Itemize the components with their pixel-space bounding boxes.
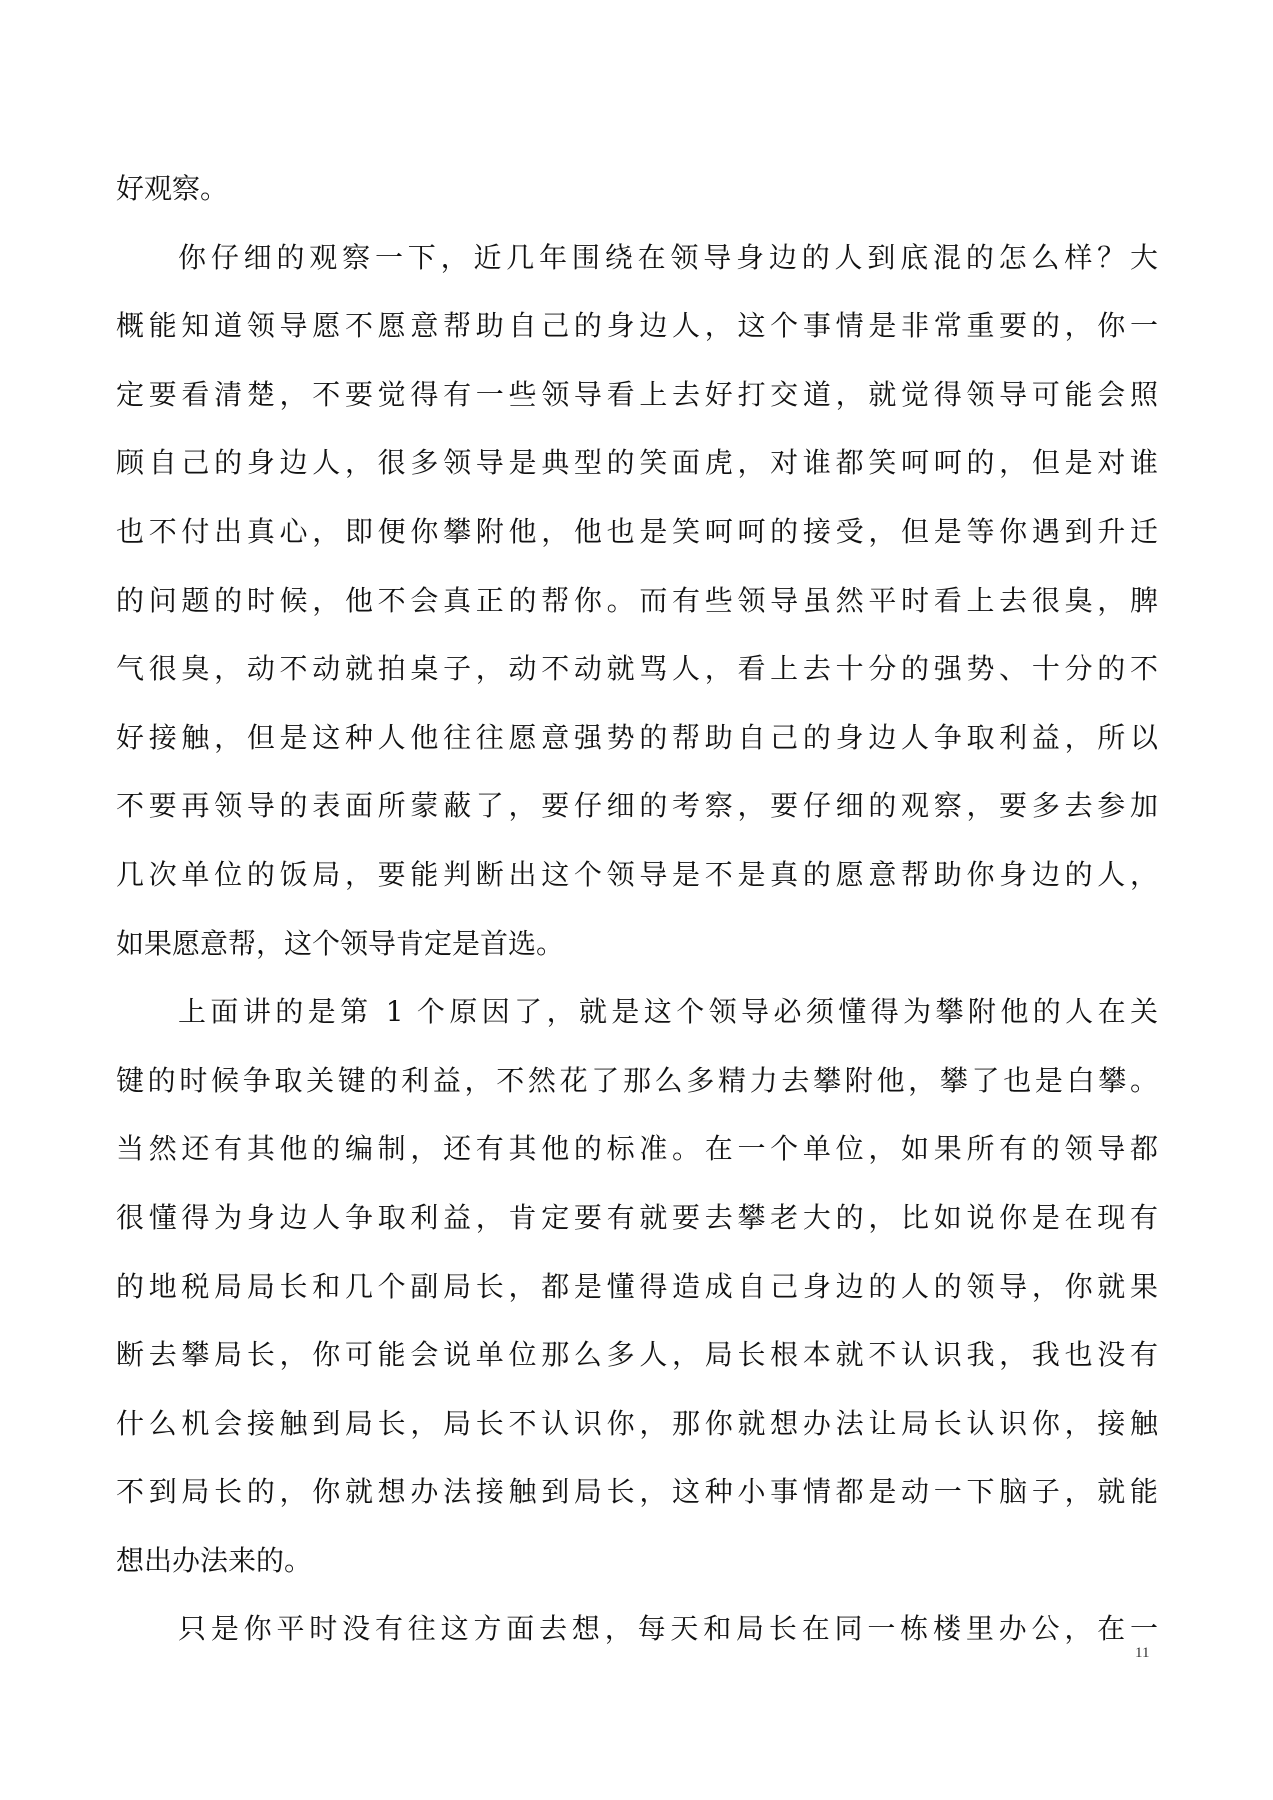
text-line: 什么机会接触到局长，局长不认识你，那你就想办法让局长认识你，接触 (116, 1406, 1158, 1440)
text-line: 也不付出真心，即便你攀附他，他也是笑呵呵的接受，但是等你遇到升迁 (116, 514, 1158, 548)
text-line: 上面讲的是第 1 个原因了，就是这个领导必须懂得为攀附他的人在关 (178, 995, 1158, 1029)
text-line: 的地税局局长和几个副局长，都是懂得造成自己身边的人的领导，你就果 (116, 1269, 1158, 1303)
text-line: 断去攀局长，你可能会说单位那么多人，局长根本就不认识我，我也没有 (116, 1338, 1158, 1372)
text-line: 如果愿意帮，这个领导肯定是首选。 (116, 926, 565, 960)
text-line: 当然还有其他的编制，还有其他的标准。在一个单位，如果所有的领导都 (116, 1132, 1158, 1166)
text-line: 不到局长的，你就想办法接触到局长，这种小事情都是动一下脑子，就能 (116, 1475, 1158, 1509)
body-text (116, 155, 1158, 1664)
text-line: 好观察。 (116, 172, 229, 205)
text-line: 只是你平时没有往这方面去想，每天和局长在同一栋楼里办公，在一 (178, 1612, 1158, 1646)
text-line: 定要看清楚，不要觉得有一些领导看上去好打交道，就觉得领导可能会照 (116, 377, 1158, 411)
text-line: 不要再领导的表面所蒙蔽了，要仔细的考察，要仔细的观察，要多去参加 (116, 789, 1158, 823)
text-line: 键的时候争取关键的利益，不然花了那么多精力去攀附他，攀了也是白攀。 (116, 1063, 1158, 1097)
text-line: 的问题的时候，他不会真正的帮你。而有些领导虽然平时看上去很臭，脾 (116, 583, 1158, 617)
text-line: 很懂得为身边人争取利益，肯定要有就要去攀老大的，比如说你是在现有 (116, 1200, 1158, 1234)
text-line: 概能知道领导愿不愿意帮助自己的身边人，这个事情是非常重要的，你一 (116, 309, 1158, 343)
page-number: 11 (1135, 1645, 1150, 1661)
text-line: 气很臭，动不动就拍桌子，动不动就骂人，看上去十分的强势、十分的不 (116, 652, 1158, 686)
text-line: 想出办法来的。 (116, 1543, 313, 1577)
text-line: 你仔细的观察一下，近几年围绕在领导身边的人到底混的怎么样？大 (178, 240, 1158, 274)
text-line: 顾自己的身边人，很多领导是典型的笑面虎，对谁都笑呵呵的，但是对谁 (116, 446, 1158, 480)
text-line: 好接触，但是这种人他往往愿意强势的帮助自己的身边人争取利益，所以 (116, 720, 1158, 754)
text-line: 几次单位的饭局，要能判断出这个领导是不是真的愿意帮助你身边的人， (116, 857, 1158, 891)
